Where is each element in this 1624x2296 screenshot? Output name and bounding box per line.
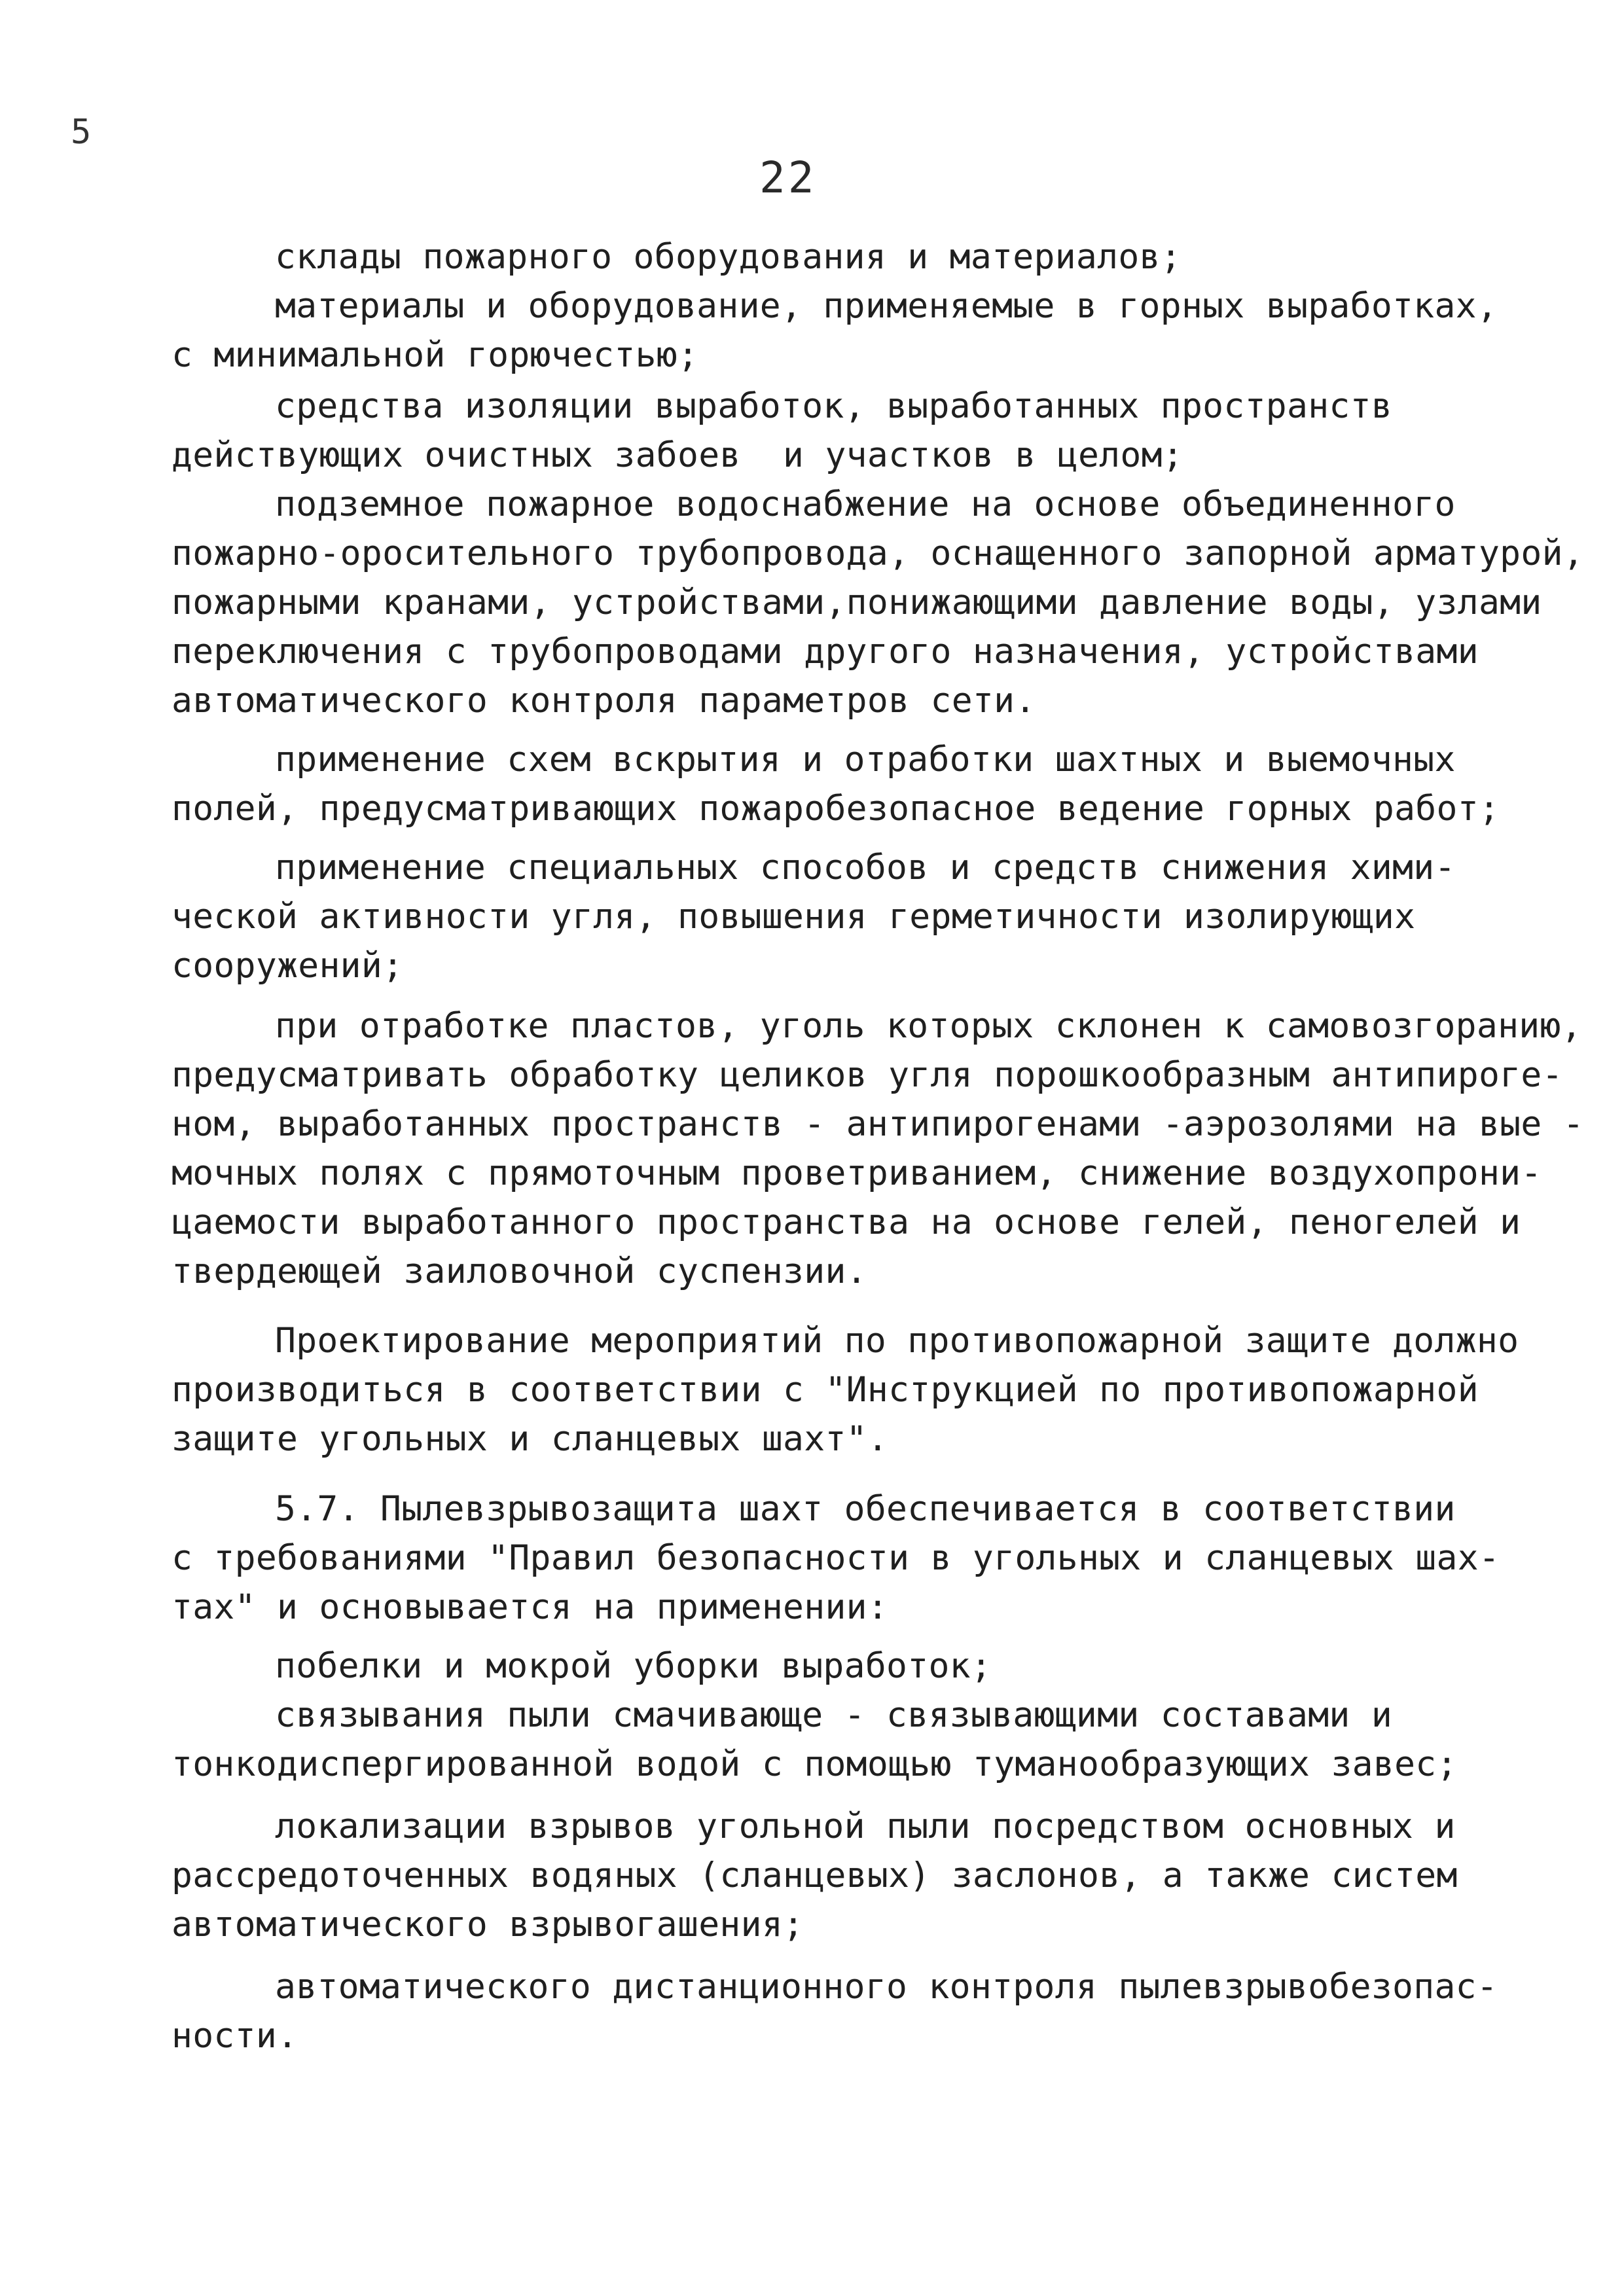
text-line: автоматического контроля параметров сети. [171,681,1036,721]
text-line: полей, предусматривающих пожаробезопасное ведение горных работ; [171,789,1500,829]
text-line: тонкодиспергированной водой с помощью туманообразующих завес; [171,1744,1458,1784]
text-line: цаемости выработанного пространства на основе гелей, пеногелей и [171,1202,1521,1242]
text-line: производиться в соответствии с "Инструкцией по противопожарной [171,1370,1479,1410]
text-line: защите угольных и сланцевых шахт". [171,1419,889,1459]
text-line: склады пожарного оборудования и материалов; [275,237,1182,277]
text-line: автоматического взрывогашения; [171,1905,804,1945]
text-line: подземное пожарное водоснабжение на основе объединенного [275,484,1456,524]
text-line: Проектирование мероприятий по противопожарной защите должно [275,1321,1519,1361]
text-line: применение схем вскрытия и отработки шахтных и выемочных [275,740,1456,780]
page-number: 22 [759,152,817,203]
text-line: пожарными кранами, устройствами,понижающими давление воды, узлами [171,583,1542,622]
text-line: с минимальной горючестью; [171,335,699,375]
text-line: автоматического дистанционного контроля пылевзрывобезопас- [275,1967,1498,2007]
text-line: при отработке пластов, уголь которых склонен к самовозгоранию, [275,1006,1582,1046]
text-line: локализации взрывов угольной пыли посредством основных и [275,1806,1456,1846]
text-line: связывания пыли смачивающе - связывающими составами и [275,1695,1393,1735]
text-line: действующих очистных забоев и участков в целом; [171,435,1184,475]
text-line: пожарно-оросительного трубопровода, оснащенного запорной арматурой, [171,533,1584,573]
margin-mark: 5 [71,113,92,152]
text-line: применение специальных способов и средств снижения хими- [275,848,1456,888]
text-line: сооружений; [171,946,404,986]
text-line: ном, выработанных пространств - антипирогенами -аэрозолями на вые - [171,1104,1584,1144]
text-line: твердеющей заиловочной суспензии. [171,1251,867,1291]
text-line: тах" и основывается на применении: [171,1587,889,1627]
text-line: мочных полях с прямоточным проветриванием, снижение воздухопрони- [171,1153,1542,1193]
text-line: с требованиями "Правил безопасности в угольных и сланцевых шах- [171,1538,1500,1578]
text-line: ности. [171,2016,298,2056]
text-line: средства изоляции выработок, выработанных пространств [275,386,1393,426]
text-line: побелки и мокрой уборки выработок; [275,1646,992,1686]
text-line: 5.7. Пылевзрывозащита шахт обеспечивается в соответствии [275,1489,1456,1529]
text-line: материалы и оборудование, применяемые в горных выработках, [275,286,1498,326]
text-line: рассредоточенных водяных (сланцевых) заслонов, а также систем [171,1856,1458,1895]
text-line: ческой активности угля, повышения герметичности изолирующих [171,897,1416,937]
text-line: переключения с трубопроводами другого назначения, устройствами [171,632,1479,672]
text-line: предусматривать обработку целиков угля порошкообразным антипироге- [171,1055,1563,1095]
